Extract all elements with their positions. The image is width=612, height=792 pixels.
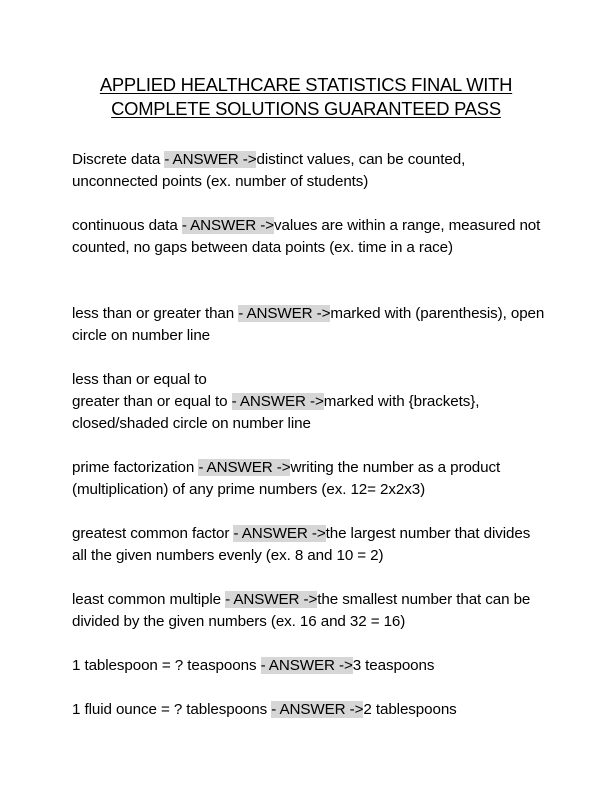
title-line-1: APPLIED HEALTHCARE STATISTICS FINAL WITH bbox=[99, 74, 513, 95]
answer-marker: - ANSWER -> bbox=[231, 393, 324, 410]
answer-marker: - ANSWER -> bbox=[271, 701, 364, 718]
answer-text: writing the number as a product (multiplication) of any prime numbers (ex. 12= 2x2x3) bbox=[72, 459, 501, 498]
answer-marker: - ANSWER -> bbox=[181, 217, 275, 234]
answer-text: marked with {brackets}, closed/shaded circle on number line bbox=[72, 393, 480, 432]
qa-item-least-common-multiple bbox=[72, 589, 547, 633]
qa-item-tablespoon-teaspoons bbox=[72, 655, 547, 677]
question-text: prime factorization bbox=[72, 459, 199, 476]
question-text: greater than or equal to bbox=[72, 393, 232, 410]
question-text: 1 fluid ounce = ? tablespoons bbox=[72, 701, 272, 718]
answer-text: distinct values, can be counted, unconnected points (ex. number of students) bbox=[72, 151, 466, 190]
question-text: continuous data bbox=[72, 217, 182, 234]
answer-marker: - ANSWER -> bbox=[198, 459, 291, 476]
title-line-2: COMPLETE SOLUTIONS GUARANTEED PASS bbox=[111, 98, 501, 119]
qa-item-greatest-common-factor bbox=[72, 523, 547, 567]
answer-marker: - ANSWER -> bbox=[238, 305, 331, 322]
qa-item-discrete-data bbox=[72, 149, 547, 193]
answer-marker: - ANSWER -> bbox=[225, 591, 318, 608]
qa-item-less-or-greater-than bbox=[72, 303, 547, 347]
answer-text: the smallest number that can be divided by the given numbers (ex. 16 and 32 = 16) bbox=[72, 591, 531, 630]
question-text: least common multiple bbox=[72, 591, 226, 608]
qa-item-continuous-data bbox=[72, 215, 547, 259]
answer-text: values are within a range, measured not counted, no gaps between data points (ex. time in a race) bbox=[72, 217, 541, 256]
answer-text: marked with (parenthesis), open circle on number line bbox=[72, 305, 545, 344]
answer-text: 3 teaspoons bbox=[352, 657, 435, 674]
qa-item-or-equal-to bbox=[72, 369, 547, 435]
answer-marker: - ANSWER -> bbox=[233, 525, 326, 542]
question-text: Discrete data bbox=[72, 151, 165, 168]
question-text-line-1: less than or equal to bbox=[72, 371, 207, 388]
document-title bbox=[40, 73, 572, 121]
qa-item-fluid-ounce-tablespoons bbox=[72, 699, 547, 721]
question-text: 1 tablespoon = ? teaspoons bbox=[72, 657, 261, 674]
question-text: greatest common factor bbox=[72, 525, 234, 542]
answer-text: the largest number that divides all the given numbers evenly (ex. 8 and 10 = 2) bbox=[72, 525, 531, 564]
answer-marker: - ANSWER -> bbox=[260, 657, 353, 674]
answer-marker: - ANSWER -> bbox=[164, 151, 257, 168]
qa-item-prime-factorization bbox=[72, 457, 547, 501]
question-text: less than or greater than bbox=[72, 305, 239, 322]
answer-text: 2 tablespoons bbox=[363, 701, 457, 718]
